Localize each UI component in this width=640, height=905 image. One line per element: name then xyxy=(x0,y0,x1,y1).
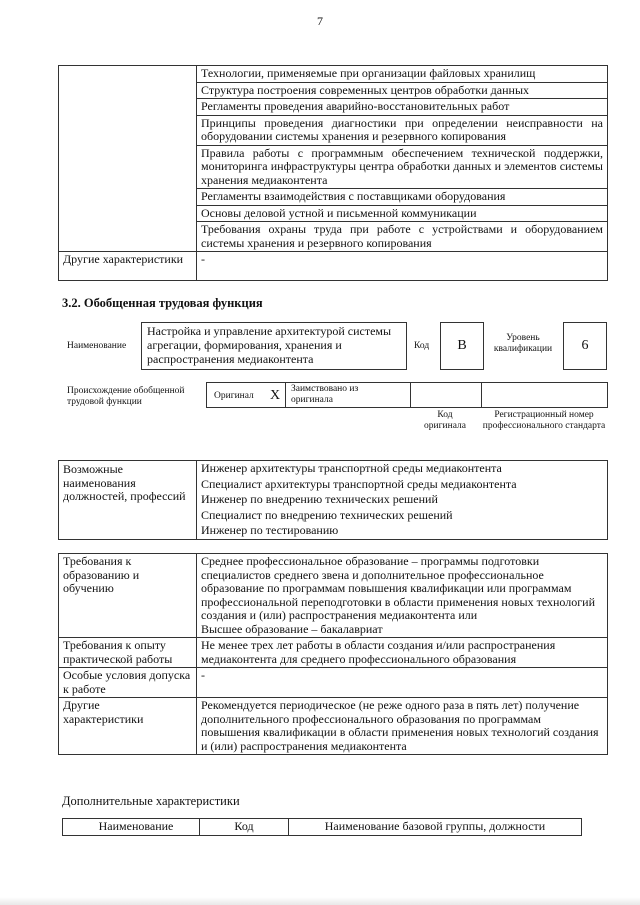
position-item: Инженер по внедрению технических решений xyxy=(197,492,608,508)
divider xyxy=(481,383,482,407)
education-value xyxy=(197,554,608,638)
divider xyxy=(285,383,286,407)
position-item: Специалист архитектуры транспортной среды медиаконтента xyxy=(197,477,608,493)
table-row xyxy=(59,698,608,755)
positions-table xyxy=(58,460,608,540)
table-row xyxy=(59,66,608,83)
position-item: Инженер по тестированию xyxy=(197,523,608,539)
section-title: 3.2. Обобщенная трудовая функция xyxy=(62,296,263,310)
table-row xyxy=(59,461,608,477)
name-label: Наименование xyxy=(67,341,127,351)
additional-table xyxy=(62,818,582,836)
experience-label: Требования к опыту практической работы xyxy=(59,638,197,668)
table-row xyxy=(59,252,608,281)
other-value: Рекомендуется периодическое (не реже одного раза в пять лет) получение дополнительного профессионального образования по программам повышения квалификации в области применения новых технологий создания и (или) распространения медиаконтента xyxy=(197,698,608,755)
other-characteristics-value: - xyxy=(197,252,608,281)
original-mark: X xyxy=(270,388,281,403)
other-characteristics-label: Другие характеристики xyxy=(59,252,197,281)
table-row xyxy=(63,819,582,836)
education-label: Требования к образованию и обучению xyxy=(59,554,197,638)
admission-value: - xyxy=(197,668,608,698)
knowledge-item: Регламенты взаимодействия с поставщиками оборудования xyxy=(197,189,608,206)
origin-table xyxy=(206,382,608,408)
level-label: Уровень квалификации xyxy=(493,333,553,354)
page-number: 7 xyxy=(317,14,323,28)
knowledge-item: Технологии, применяемые при организации файловых хранилищ xyxy=(197,66,608,83)
knowledge-item: Регламенты проведения аварийно-восстановительных работ xyxy=(197,99,608,116)
knowledge-item: Требования охраны труда при работе с устройствами и оборудованием системы хранения и резервного копирования xyxy=(197,222,608,252)
borrowed-label: Заимствовано из оригинала xyxy=(291,384,359,405)
knowledge-item: Принципы проведения диагностики при определении неисправности на оборудовании системы хранения и резервного копирования xyxy=(197,115,608,145)
header-name: Наименование xyxy=(63,819,200,836)
code-value: B xyxy=(440,322,484,370)
code-label: Код xyxy=(414,341,430,351)
knowledge-table xyxy=(58,65,608,281)
table-row xyxy=(59,668,608,698)
admission-label: Особые условия допуска к работе xyxy=(59,668,197,698)
position-item: Специалист по внедрению технических решений xyxy=(197,508,608,524)
education-text-2: Высшее образование – бакалавриат xyxy=(201,621,383,636)
divider xyxy=(410,383,411,407)
requirements-table xyxy=(58,553,608,755)
reg-caption: Регистрационный номер профессионального стандарта xyxy=(482,410,606,431)
position-item: Инженер архитектуры транспортной среды медиаконтента xyxy=(197,461,608,477)
knowledge-item: Основы деловой устной и письменной коммуникации xyxy=(197,205,608,222)
header-base-group: Наименование базовой группы, должности xyxy=(289,819,582,836)
level-value: 6 xyxy=(563,322,607,370)
function-name: Настройка и управление архитектурой системы агрегации, формирования, хранения и распространения медиаконтента xyxy=(147,324,392,366)
function-name-box xyxy=(141,322,407,370)
knowledge-item: Правила работы с программным обеспечением технической поддержки, мониторинга инфраструктуры центра обработки данных и элементов системы хранения медиаконтента xyxy=(197,145,608,189)
table-row xyxy=(59,554,608,638)
code-caption: Код оригинала xyxy=(424,410,466,431)
experience-value: Не менее трех лет работы в области создания и/или распространения медиаконтента для среднего профессионального образования xyxy=(197,638,608,668)
education-text: Среднее профессиональное образование – программы подготовки специалистов среднего звена и дополнительное профессиональное образование по программам повышения квалификации или программам профессиональной переподготовки в области применения новых технологий создания и (или) распространения медиаконтента или xyxy=(201,554,596,622)
table-row xyxy=(59,638,608,668)
other-label: Другие характеристики xyxy=(59,698,197,755)
scan-edge xyxy=(0,897,640,905)
empty-label-cell xyxy=(59,66,197,252)
knowledge-item: Структура построения современных центров обработки данных xyxy=(197,82,608,99)
positions-label: Возможные наименования должностей, профессий xyxy=(59,461,197,540)
additional-title: Дополнительные характеристики xyxy=(62,794,240,808)
original-label: Оригинал xyxy=(214,391,254,401)
origin-label: Происхождение обобщенной трудовой функции xyxy=(67,386,185,407)
header-code: Код xyxy=(200,819,289,836)
